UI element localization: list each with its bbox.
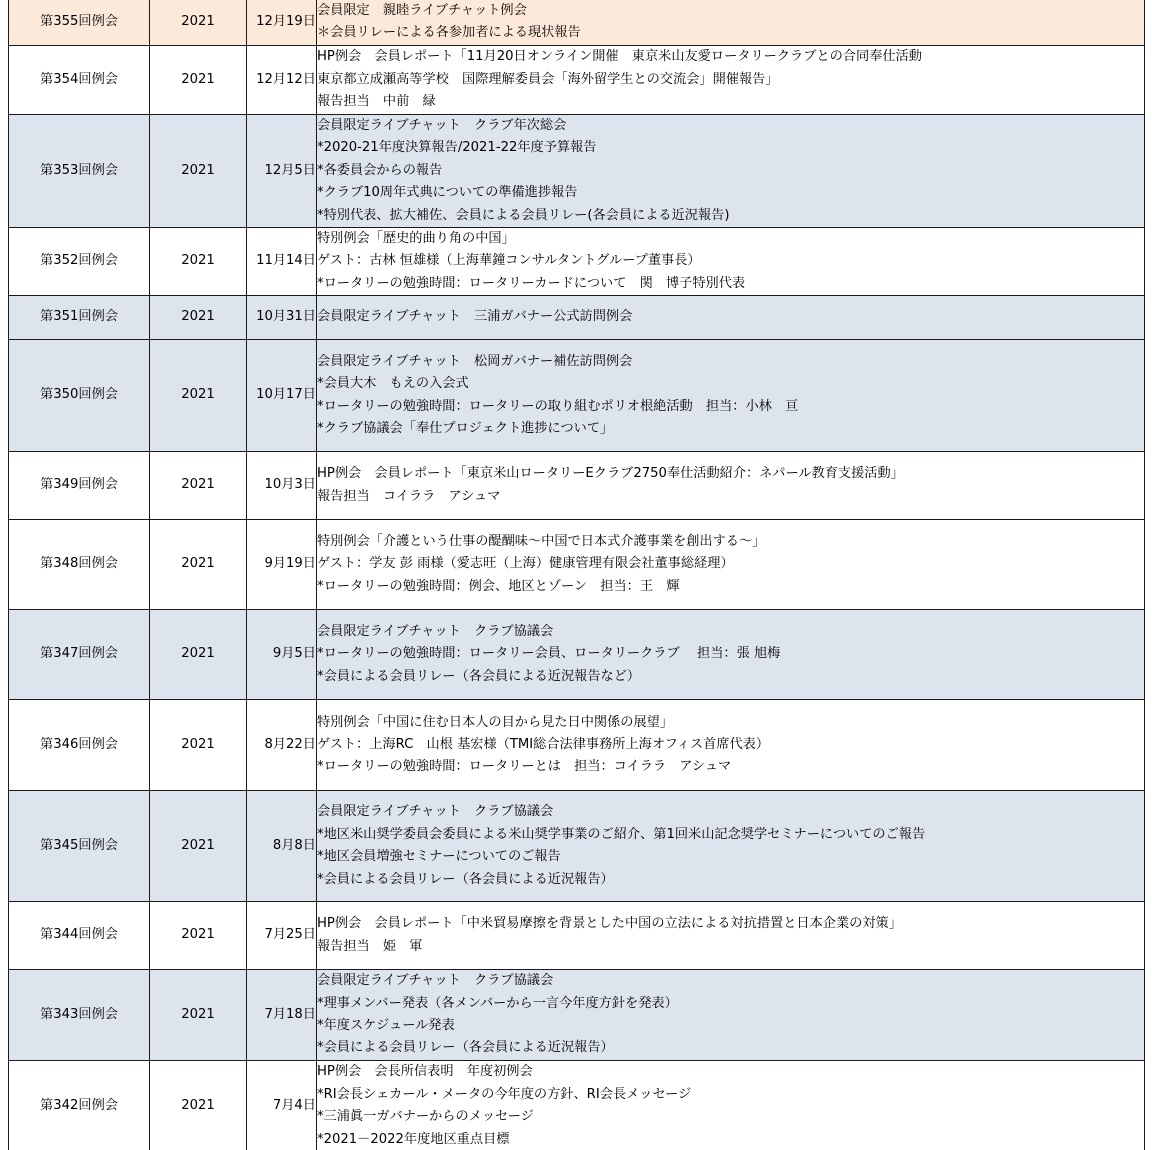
meeting-content-line: *クラブ協議会「奉仕プロジェクト進捗について」	[317, 421, 614, 437]
meeting-content-line: *RI会長シェカール・メータの今年度の方針、RI会長メッセージ	[317, 1086, 692, 1102]
meeting-content-line: 報告担当 姫 軍	[317, 938, 423, 954]
meeting-content-cell	[317, 452, 1145, 520]
meeting-content-line: HP例会 会長所信表明 年度初例会	[317, 1064, 533, 1080]
meeting-content-line: *ロータリーの勉強時間：ロータリーの取り組むポリオ根絶活動 担当：小林 亘	[317, 398, 799, 414]
meeting-date-cell: 12月12日	[247, 46, 317, 115]
meeting-content-line: *ロータリーの勉強時間：ロータリー会員、ロータリークラブ 担当：張 旭梅	[317, 646, 781, 662]
meeting-date-cell: 8月22日	[247, 700, 317, 791]
meeting-content-line: *地区会員増強セミナーについてのご報告	[317, 849, 561, 865]
meeting-content-line: *会員大木 もえの入会式	[317, 376, 469, 392]
meeting-year-cell: 2021	[150, 520, 247, 610]
meeting-content-line: *理事メンバー発表（各メンバーから一言今年度方針を発表）	[317, 995, 678, 1011]
table-row	[9, 520, 1145, 610]
meeting-number-cell: 第350回例会	[9, 340, 150, 452]
meeting-year-cell: 2021	[150, 46, 247, 115]
meeting-content-cell	[317, 902, 1145, 970]
meeting-year-cell: 2021	[150, 227, 247, 295]
meeting-content-cell	[317, 115, 1145, 228]
meeting-content-line: 特別例会「中国に住む日本人の目から見た日中関係の展望」	[317, 714, 674, 730]
meeting-content-line: *2021－2022年度地区重点目標	[317, 1131, 510, 1147]
table-row	[9, 610, 1145, 700]
meeting-content-line: ゲスト：古林 恒雄様（上海華鐘コンサルタントグループ董事長）	[317, 253, 701, 269]
meeting-date-cell: 11月14日	[247, 227, 317, 295]
meeting-content-cell	[317, 340, 1145, 452]
meeting-number-cell: 第344回例会	[9, 902, 150, 970]
table-row	[9, 227, 1145, 295]
meeting-year-cell: 2021	[150, 296, 247, 340]
meeting-content-line: ＊会員リレーによる各参加者による現状報告	[317, 25, 581, 40]
meeting-year-cell: 2021	[150, 700, 247, 791]
meeting-content-line: ゲスト：学友 彭 雨様（愛志旺（上海）健康管理有限会社董事総経理）	[317, 556, 734, 572]
table-row	[9, 46, 1145, 115]
meeting-date-cell: 9月5日	[247, 610, 317, 700]
meeting-number-cell: 第355回例会	[9, 0, 150, 46]
meeting-content-line: *会員による会員リレー（各会員による近況報告）	[317, 1040, 614, 1056]
meeting-content-line: 会員限定ライブチャット クラブ協議会	[317, 624, 554, 640]
meeting-content-line: HP例会 会員レポート「11月20日オンライン開催 東京米山友愛ロータリークラブとの合同奉仕活動	[317, 49, 922, 65]
meeting-content-line: *ロータリーの勉強時間：ロータリーとは 担当：コイララ アシュマ	[317, 759, 732, 775]
table-row	[9, 791, 1145, 902]
meeting-content-line: 報告担当 中前 緑	[317, 94, 436, 110]
meeting-content-cell	[317, 0, 1145, 46]
meeting-content-cell	[317, 227, 1145, 295]
meeting-number-cell: 第352回例会	[9, 227, 150, 295]
meeting-content-line: ゲスト：上海RC 山根 基宏様（TMI総合法律事務所上海オフィス首席代表）	[317, 736, 770, 752]
meeting-content-line: 会員限定ライブチャット 三浦ガバナー公式訪問例会	[317, 309, 633, 325]
table-row	[9, 0, 1145, 46]
meeting-date-cell: 9月19日	[247, 520, 317, 610]
meeting-date-cell: 7月25日	[247, 902, 317, 970]
table-row	[9, 340, 1145, 452]
meeting-content-line: *地区米山奨学委員会委員による米山奨学事業のご紹介、第1回米山記念奨学セミナーについてのご報告	[317, 826, 926, 842]
meeting-content-line: 会員限定ライブチャット 松岡ガバナー補佐訪問例会	[317, 353, 633, 369]
table-row	[9, 1060, 1145, 1150]
table-row	[9, 970, 1145, 1061]
table-row	[9, 115, 1145, 228]
meeting-number-cell: 第343回例会	[9, 970, 150, 1061]
table-row	[9, 452, 1145, 520]
meeting-number-cell: 第353回例会	[9, 115, 150, 228]
meeting-content-cell	[317, 46, 1145, 115]
meeting-content-cell	[317, 791, 1145, 902]
meeting-content-cell	[317, 1060, 1145, 1150]
meeting-content-cell	[317, 610, 1145, 700]
meeting-year-cell: 2021	[150, 1060, 247, 1150]
meeting-content-line: 会員限定 親睦ライブチャット例会	[317, 2, 527, 18]
meeting-year-cell: 2021	[150, 791, 247, 902]
meeting-content-cell	[317, 700, 1145, 791]
meeting-content-line: 報告担当 コイララ アシュマ	[317, 488, 501, 504]
meeting-content-line: *クラブ10周年式典についての準備進捗報告	[317, 185, 578, 201]
meeting-content-line: *会員による会員リレー（各会員による近況報告）	[317, 871, 614, 887]
meeting-date-cell: 12月5日	[247, 115, 317, 228]
meeting-date-cell: 8月8日	[247, 791, 317, 902]
meeting-content-line: 特別例会「歴史的曲り角の中国」	[317, 230, 515, 246]
meeting-content-cell	[317, 296, 1145, 340]
meeting-content-line: *2020-21年度決算報告/2021-22年度予算報告	[317, 140, 597, 156]
meeting-content-line: *年度スケジュール発表	[317, 1017, 455, 1033]
meeting-content-cell	[317, 520, 1145, 610]
meeting-date-cell: 7月4日	[247, 1060, 317, 1150]
meetings-table	[8, 0, 1145, 1150]
meeting-date-cell: 10月31日	[247, 296, 317, 340]
meeting-content-line: 会員限定ライブチャット クラブ年次総会	[317, 118, 567, 133]
meeting-number-cell: 第349回例会	[9, 452, 150, 520]
meeting-year-cell: 2021	[150, 970, 247, 1061]
meeting-content-cell	[317, 970, 1145, 1061]
meeting-number-cell: 第342回例会	[9, 1060, 150, 1150]
meeting-year-cell: 2021	[150, 902, 247, 970]
meeting-year-cell: 2021	[150, 610, 247, 700]
meeting-number-cell: 第347回例会	[9, 610, 150, 700]
meeting-number-cell: 第346回例会	[9, 700, 150, 791]
meeting-number-cell: 第345回例会	[9, 791, 150, 902]
meeting-number-cell: 第351回例会	[9, 296, 150, 340]
meeting-content-line: *ロータリーの勉強時間：例会、地区とゾーン 担当：王 輝	[317, 578, 680, 594]
table-row	[9, 902, 1145, 970]
meeting-content-line: *特別代表、拡大補佐、会員による会員リレー(各会員による近況報告)	[317, 207, 730, 223]
meeting-content-line: HP例会 会員レポート「中米貿易摩擦を背景とした中国の立法による対抗措置と日本企業の対策」	[317, 916, 902, 932]
meeting-year-cell: 2021	[150, 0, 247, 46]
meeting-date-cell: 10月17日	[247, 340, 317, 452]
meeting-date-cell: 7月18日	[247, 970, 317, 1061]
meeting-number-cell: 第348回例会	[9, 520, 150, 610]
meeting-content-line: HP例会 会員レポート「東京米山ロータリーEクラブ2750奉仕活動紹介：ネパール教育支援活動」	[317, 466, 904, 482]
meetings-table-body	[9, 0, 1145, 1150]
meeting-year-cell: 2021	[150, 340, 247, 452]
meeting-content-line: *会員による会員リレー（各会員による近況報告など）	[317, 668, 641, 684]
meeting-content-line: 会員限定ライブチャット クラブ協議会	[317, 804, 554, 820]
meeting-content-line: 東京都立成瀬高等学校 国際理解委員会「海外留学生との交流会」開催報告」	[317, 71, 779, 87]
meeting-number-cell: 第354回例会	[9, 46, 150, 115]
meeting-date-cell: 10月3日	[247, 452, 317, 520]
meeting-date-cell: 12月19日	[247, 0, 317, 46]
meeting-year-cell: 2021	[150, 452, 247, 520]
meeting-content-line: *三浦眞一ガバナーからのメッセージ	[317, 1109, 534, 1125]
table-row	[9, 296, 1145, 340]
meeting-content-line: 特別例会「介護という仕事の醍醐味～中国で日本式介護事業を創出する～」	[317, 534, 766, 550]
meeting-year-cell: 2021	[150, 115, 247, 228]
meeting-content-line: *各委員会からの報告	[317, 162, 443, 178]
meeting-content-line: *ロータリーの勉強時間：ロータリーカードについて 関 博子特別代表	[317, 275, 746, 291]
table-row	[9, 700, 1145, 791]
meeting-content-line: 会員限定ライブチャット クラブ協議会	[317, 973, 554, 989]
